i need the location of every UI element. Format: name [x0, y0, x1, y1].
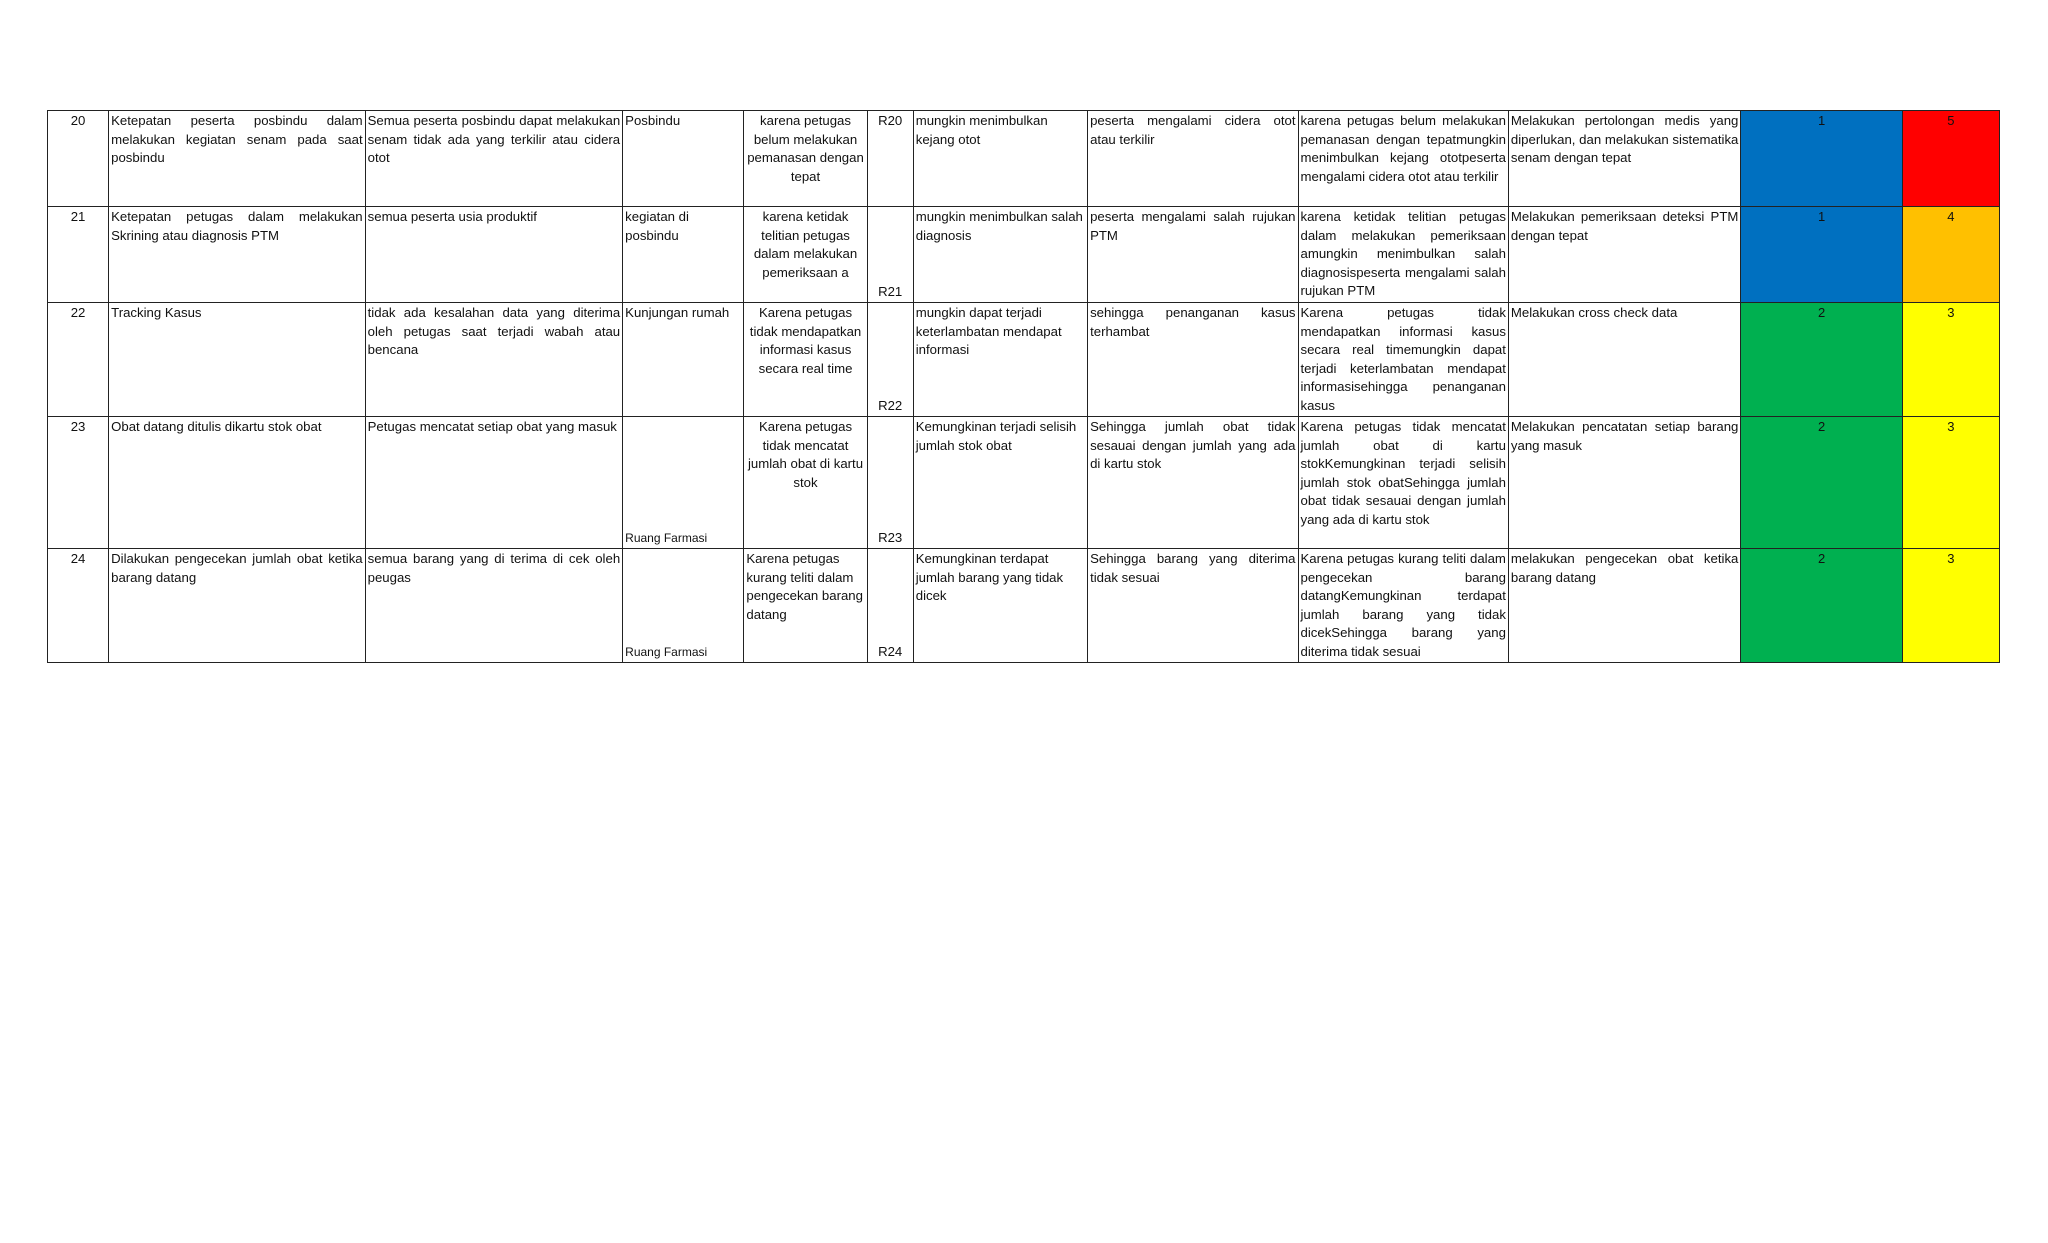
- risk-statement-cell: Karena petugas tidak mencatat jumlah obat di kartu stokKemungkinan terjadi selisih jumlah stok obatSehingga jumlah obat tidak sesauai dengan jumlah yang ada di kartu stok: [1298, 417, 1508, 549]
- event-cell: mungkin dapat terjadi keterlambatan mendapat informasi: [913, 303, 1087, 417]
- table-row: [48, 549, 2000, 663]
- impact-cell: Sehingga jumlah obat tidak sesauai dengan jumlah yang ada di kartu stok: [1088, 417, 1298, 549]
- activity-cell: Obat datang ditulis dikartu stok obat: [109, 417, 366, 549]
- location-cell: Ruang Farmasi: [623, 549, 744, 663]
- location-cell: kegiatan di posbindu: [623, 207, 744, 303]
- score-2-cell: 3: [1902, 417, 1999, 549]
- control-cell: Melakukan pencatatan setiap barang yang masuk: [1508, 417, 1740, 549]
- cause-cell: karena ketidak telitian petugas dalam melakukan pemeriksaan a: [744, 207, 867, 303]
- activity-cell: Ketepatan petugas dalam melakukan Skrining atau diagnosis PTM: [109, 207, 366, 303]
- control-cell: melakukan pengecekan obat ketika barang datang: [1508, 549, 1740, 663]
- risk-code-cell: R24: [867, 549, 913, 663]
- cause-cell: Karena petugas tidak mencatat jumlah obat di kartu stok: [744, 417, 867, 549]
- score-1-cell: 1: [1741, 207, 1902, 303]
- objective-cell: semua peserta usia produktif: [365, 207, 623, 303]
- objective-cell: semua barang yang di terima di cek oleh peugas: [365, 549, 623, 663]
- risk-statement-cell: karena petugas belum melakukan pemanasan dengan tepatmungkin menimbulkan kejang ototpeserta mengalami cidera otot atau terkilir: [1298, 111, 1508, 207]
- activity-cell: Ketepatan peserta posbindu dalam melakukan kegiatan senam pada saat posbindu: [109, 111, 366, 207]
- location-cell: Posbindu: [623, 111, 744, 207]
- control-cell: Melakukan cross check data: [1508, 303, 1740, 417]
- impact-cell: Sehingga barang yang diterima tidak sesuai: [1088, 549, 1298, 663]
- risk-statement-cell: Karena petugas tidak mendapatkan informasi kasus secara real timemungkin dapat terjadi keterlambatan mendapat informasisehingga penanganan kasus: [1298, 303, 1508, 417]
- activity-cell: Dilakukan pengecekan jumlah obat ketika barang datang: [109, 549, 366, 663]
- risk-code-cell: R23: [867, 417, 913, 549]
- event-cell: mungkin menimbulkan salah diagnosis: [913, 207, 1087, 303]
- risk-statement-cell: Karena petugas kurang teliti dalam pengecekan barang datangKemungkinan terdapat jumlah barang yang tidak dicekSehingga barang yang diterima tidak sesuai: [1298, 549, 1508, 663]
- location-cell: Kunjungan rumah: [623, 303, 744, 417]
- table-row: [48, 207, 2000, 303]
- table-row: [48, 111, 2000, 207]
- risk-code-cell: R22: [867, 303, 913, 417]
- row-number: 22: [48, 303, 109, 417]
- row-number: 23: [48, 417, 109, 549]
- control-cell: Melakukan pertolongan medis yang diperlukan, dan melakukan sistematika senam dengan tepat: [1508, 111, 1740, 207]
- risk-statement-cell: karena ketidak telitian petugas dalam melakukan pemeriksaan amungkin menimbulkan salah diagnosispeserta mengalami salah rujukan PTM: [1298, 207, 1508, 303]
- risk-code-cell: R21: [867, 207, 913, 303]
- cause-cell: Karena petugas kurang teliti dalam pengecekan barang datang: [744, 549, 867, 663]
- cause-cell: karena petugas belum melakukan pemanasan dengan tepat: [744, 111, 867, 207]
- cause-cell: Karena petugas tidak mendapatkan informasi kasus secara real time: [744, 303, 867, 417]
- objective-cell: tidak ada kesalahan data yang diterima oleh petugas saat terjadi wabah atau bencana: [365, 303, 623, 417]
- activity-cell: Tracking Kasus: [109, 303, 366, 417]
- risk-code-cell: R20: [867, 111, 913, 207]
- location-cell: Ruang Farmasi: [623, 417, 744, 549]
- impact-cell: peserta mengalami salah rujukan PTM: [1088, 207, 1298, 303]
- control-cell: Melakukan pemeriksaan deteksi PTM dengan tepat: [1508, 207, 1740, 303]
- event-cell: mungkin menimbulkan kejang otot: [913, 111, 1087, 207]
- row-number: 21: [48, 207, 109, 303]
- score-1-cell: 2: [1741, 417, 1902, 549]
- risk-register-table: [47, 110, 2000, 663]
- impact-cell: peserta mengalami cidera otot atau terkilir: [1088, 111, 1298, 207]
- score-1-cell: 2: [1741, 303, 1902, 417]
- row-number: 20: [48, 111, 109, 207]
- score-1-cell: 1: [1741, 111, 1902, 207]
- table-row: [48, 417, 2000, 549]
- row-number: 24: [48, 549, 109, 663]
- event-cell: Kemungkinan terjadi selisih jumlah stok obat: [913, 417, 1087, 549]
- score-2-cell: 3: [1902, 549, 1999, 663]
- table-row: [48, 303, 2000, 417]
- objective-cell: Petugas mencatat setiap obat yang masuk: [365, 417, 623, 549]
- score-2-cell: 3: [1902, 303, 1999, 417]
- score-2-cell: 4: [1902, 207, 1999, 303]
- score-2-cell: 5: [1902, 111, 1999, 207]
- event-cell: Kemungkinan terdapat jumlah barang yang tidak dicek: [913, 549, 1087, 663]
- score-1-cell: 2: [1741, 549, 1902, 663]
- impact-cell: sehingga penanganan kasus terhambat: [1088, 303, 1298, 417]
- objective-cell: Semua peserta posbindu dapat melakukan senam tidak ada yang terkilir atau cidera otot: [365, 111, 623, 207]
